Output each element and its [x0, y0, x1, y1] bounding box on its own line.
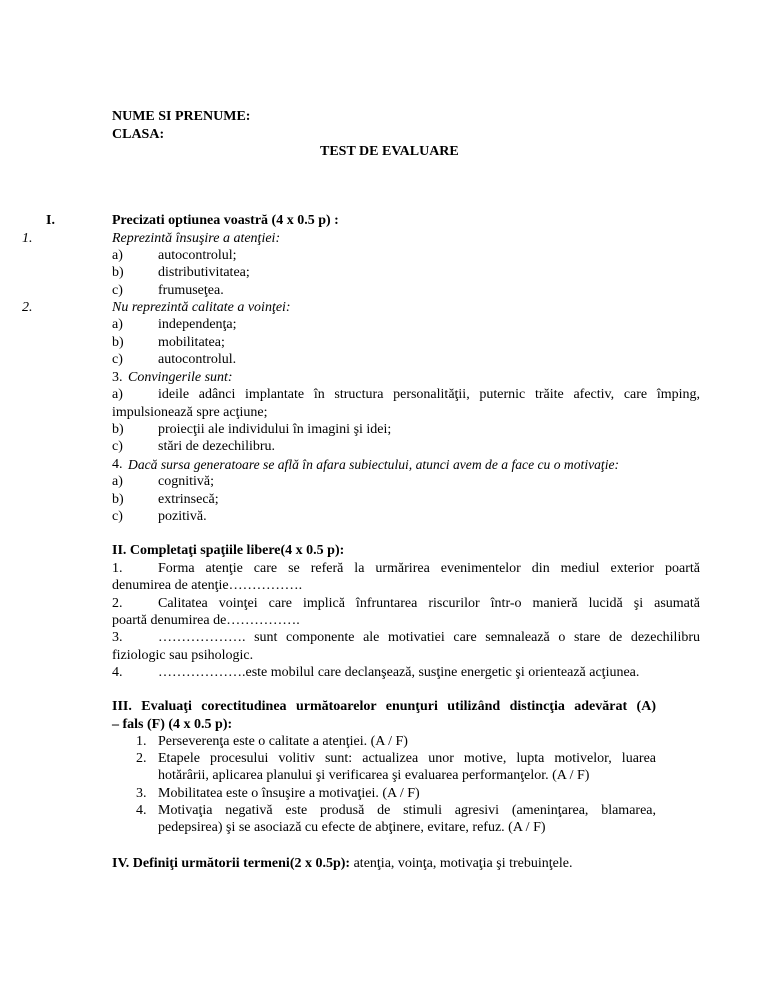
- q4-option-label: a): [112, 474, 123, 489]
- q3-option-text: stări de dezechilibru.: [158, 439, 276, 454]
- section3-heading-line1: III. Evaluaţi corectitudinea următoarelor enunţuri utilizând distincţia adevărat (A): [112, 699, 656, 714]
- q2-number: 2.: [22, 300, 33, 315]
- section2-item-line2: denumirea de atenţie…………….: [112, 578, 303, 593]
- q1-option-label: b): [112, 265, 124, 280]
- section4-heading: IV. Definiţi următorii termeni(2 x 0.5p):: [112, 856, 351, 871]
- section2-item-number: 3.: [112, 630, 123, 645]
- q2-option-text: autocontrolul.: [158, 352, 237, 367]
- section2-item-line2: fiziologic sau psihologic.: [112, 648, 254, 663]
- q1-option-label: a): [112, 248, 123, 263]
- q4-option-text: cognitivă;: [158, 474, 214, 489]
- q3-option-label: c): [112, 439, 123, 454]
- q3-option-a-line1: ideile adânci implantate în structura personalităţii, puternic trăite afectiv, care împing,: [158, 387, 700, 402]
- q2-option-text: mobilitatea;: [158, 335, 225, 350]
- q1-number: 1.: [22, 231, 33, 246]
- q4-text: Dacă sursa generatoare se află în afara subiectului, atunci avem de a face cu o motivaţie:: [128, 457, 620, 472]
- section2-item-line1: Calitatea voinţei care implică înfruntarea riscurilor într-o manieră lucidă şi asumată: [158, 596, 700, 611]
- q3-text: Convingerile sunt:: [128, 370, 233, 385]
- section3-item-line2: hotărârii, aplicarea planului şi verificarea şi evaluarea performanţelor. (A / F): [158, 768, 590, 783]
- q3-option-label: a): [112, 387, 123, 402]
- q2-option-text: independenţa;: [158, 317, 237, 332]
- q1-option-text: autocontrolul;: [158, 248, 237, 263]
- q2-option-label: a): [112, 317, 123, 332]
- q1-option-text: distributivitatea;: [158, 265, 250, 280]
- q1-text: Reprezintă însuşire a atenţiei:: [112, 231, 281, 246]
- section3-item-number: 4.: [136, 803, 147, 818]
- section2-item-number: 1.: [112, 561, 123, 576]
- q2-option-label: c): [112, 352, 123, 367]
- section3-item-line1: Motivaţia negativă este produsă de stimuli agresivi (ameninţarea, blamarea,: [158, 803, 656, 818]
- section3-item-line1: Etapele procesului volitiv sunt: actualizea unor motive, lupta motivelor, luarea: [158, 751, 656, 766]
- q3-option-a-line2: impulsionează spre acţiune;: [112, 405, 268, 420]
- q4-number: 4.: [112, 457, 123, 472]
- q2-option-label: b): [112, 335, 124, 350]
- q1-option-text: frumuseţea.: [158, 283, 224, 298]
- section3-heading-line2: – fals (F) (4 x 0.5 p):: [112, 717, 233, 732]
- section4-line: [112, 855, 572, 872]
- q4-option-label: b): [112, 492, 124, 507]
- section2-item-line1: ………………. sunt componente ale motivatiei care semnalează o stare de dezechilibru: [158, 630, 700, 645]
- section1-heading: Precizati optiunea voastră (4 x 0.5 p) :: [112, 213, 339, 228]
- section2-item-line1: ……………….este mobilul care declanşează, susţine energetic şi orientează acţiunea.: [158, 665, 640, 680]
- section3-item-line1: Mobilitatea este o însuşire a motivaţiei. (A / F): [158, 786, 420, 801]
- section4-terms: atenţia, voinţa, motivaţia şi trebuinţele.: [350, 856, 573, 871]
- q4-option-text: pozitivă.: [158, 509, 207, 524]
- section2-item-number: 4.: [112, 665, 123, 680]
- section3-item-number: 1.: [136, 734, 147, 749]
- section2-item-line2: poartă denumirea de…………….: [112, 613, 300, 628]
- q3-option-text: proiecţii ale individului în imagini şi idei;: [158, 422, 392, 437]
- section1-numeral: I.: [46, 213, 55, 228]
- section2-heading: II. Completaţi spaţiile libere(4 x 0.5 p):: [112, 543, 345, 558]
- class-label: CLASA:: [112, 127, 165, 142]
- q1-option-label: c): [112, 283, 123, 298]
- q3-option-label: b): [112, 422, 124, 437]
- q2-text: Nu reprezintă calitate a voinţei:: [112, 300, 291, 315]
- q4-option-label: c): [112, 509, 123, 524]
- q3-number: 3.: [112, 370, 123, 385]
- section3-item-number: 3.: [136, 786, 147, 801]
- section3-item-line1: Perseverenţa este o calitate a atenţiei. (A / F): [158, 734, 408, 749]
- q4-option-text: extrinsecă;: [158, 492, 219, 507]
- page-title: TEST DE EVALUARE: [320, 144, 459, 159]
- section3-item-number: 2.: [136, 751, 147, 766]
- name-label: NUME SI PRENUME:: [112, 109, 251, 124]
- section2-item-number: 2.: [112, 596, 123, 611]
- section2-item-line1: Forma atenţie care se referă la urmărirea evenimentelor din mediul exterior poartă: [158, 561, 700, 576]
- section3-item-line2: pedepsirea) şi se asociază cu efecte de abţinere, evitare, refuz. (A / F): [158, 820, 546, 835]
